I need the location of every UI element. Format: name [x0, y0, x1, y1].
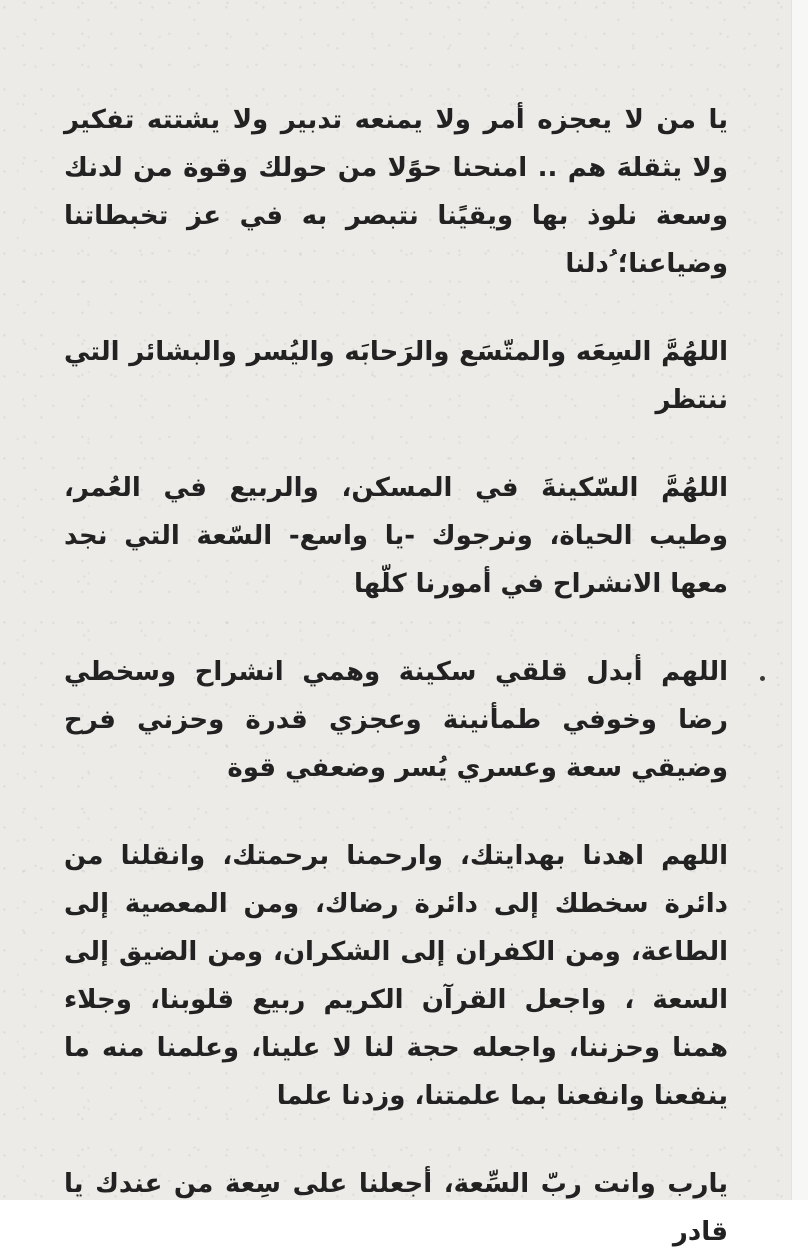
- prayer-text: [64, 96, 728, 1256]
- paragraph-5: اللهم اهدنا بهدايتك، وارحمنا برحمتك، وانقلنا من دائرة سخطك إلى دائرة رضاك، ومن المعصية إلى الطاعة، ومن الكفران إلى الشكران، ومن الضيق إلى السعة ، واجعل القرآن الكريم ربيع قلوبنا، وجلاء همنا وحزننا، واجعله حجة لنا لا علينا، وعلمنا منه ما ينفعنا وانفعنا بما علمتنا، وزدنا علما: [64, 841, 728, 1111]
- paragraph-6: يارب وانت ربّ السِّعة، أجعلنا على سِعة من عندك يا قادر: [64, 1169, 728, 1247]
- page-edge-strip: [791, 0, 808, 1200]
- ink-speck: [760, 676, 765, 681]
- paragraph-3: اللهُمَّ السّكينةَ في المسكن، والربيع في العُمر، وطيب الحياة، ونرجوك -يا واسع- السّعة التي نجد معها الانشراح في أمورنا كلّها: [64, 473, 728, 599]
- paragraph-4: اللهم أبدل قلقي سكينة وهمي انشراح وسخطي رضا وخوفي طمأنينة وعجزي قدرة وحزني فرح وضيقي سعة وعسري يُسر وضعفي قوة: [64, 657, 728, 783]
- paragraph-2: اللهُمَّ السِعَه والمتّسَع والرَحابَه واليُسر والبشائر التي ننتظر: [64, 337, 728, 415]
- paragraph-1: يا من لا يعجزه أمر ولا يمنعه تدبير ولا يشتته تفكير ولا يثقلهَ هم .. امنحنا حوًلا من حولك وقوة من لدنك وسعة نلوذ بها ويقيًنا نتبصر به في عز تخبطاتنا وضياعنا؛ ُدلنا: [64, 105, 728, 279]
